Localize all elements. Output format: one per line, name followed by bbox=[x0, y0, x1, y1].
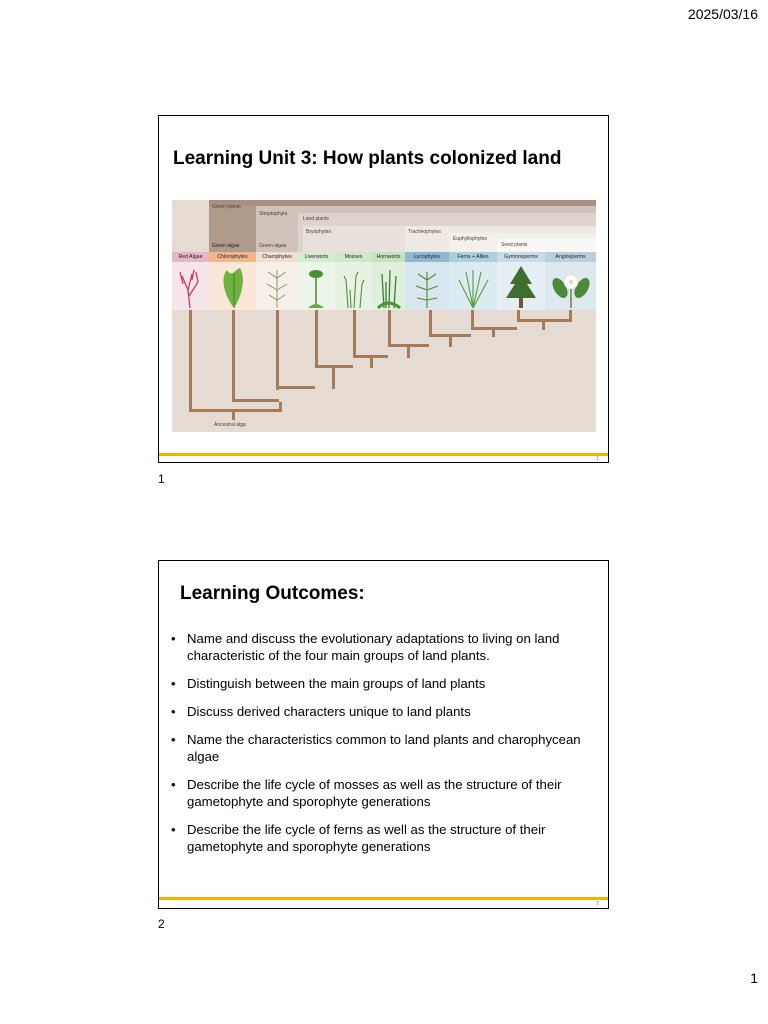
branch bbox=[388, 310, 391, 347]
chlorophyte-icon bbox=[223, 268, 242, 308]
branch bbox=[542, 322, 545, 330]
branch bbox=[569, 310, 572, 322]
hornwort-icon bbox=[378, 270, 400, 308]
angiosperm-icon bbox=[549, 275, 592, 308]
phylogeny-diagram bbox=[172, 200, 596, 432]
green-plants-label: Green plants bbox=[212, 204, 241, 210]
lycophyte-icon bbox=[416, 272, 438, 308]
root-label: Ancestral alga bbox=[214, 422, 246, 428]
plant-illustrations bbox=[172, 200, 596, 310]
branch bbox=[189, 409, 282, 412]
group-label: Angiosperms bbox=[545, 252, 596, 262]
group-label: Liverworts bbox=[298, 252, 335, 262]
branch bbox=[429, 310, 432, 337]
liverwort-icon bbox=[308, 270, 324, 308]
group-label: Gymnosperms bbox=[497, 252, 545, 262]
outcome-text: Describe the life cycle of ferns as well as the structure of their gametophyte and sporophyte generations bbox=[187, 822, 546, 854]
list-item bbox=[169, 731, 589, 765]
slide-number: 2 bbox=[158, 917, 165, 931]
outcome-text: Discuss derived characters unique to land plants bbox=[187, 704, 471, 719]
green-algae-label: Green algae bbox=[212, 243, 240, 249]
green-algae-label: Green algae bbox=[259, 243, 287, 249]
list-item bbox=[169, 821, 589, 855]
branch bbox=[276, 386, 315, 389]
slide-title: Learning Unit 3: How plants colonized land bbox=[173, 148, 562, 169]
branch bbox=[353, 310, 356, 358]
seed-plants-label: Seed plants bbox=[501, 242, 528, 248]
list-item bbox=[169, 703, 589, 720]
group-label: Charophytes bbox=[256, 252, 298, 262]
slide-number: 1 bbox=[158, 472, 165, 486]
tracheophytes-label: Tracheophytes bbox=[408, 229, 441, 235]
streptophyta-label: Streptophyta bbox=[259, 211, 288, 217]
page-number: 1 bbox=[750, 970, 758, 986]
group-label: Hornworts bbox=[372, 252, 405, 262]
outcome-text: Name and discuss the evolutionary adaptations to living on land characteristic of the four main groups of land plants. bbox=[187, 631, 560, 663]
outcome-text: Name the characteristics common to land plants and charophycean algae bbox=[187, 732, 581, 764]
branch bbox=[370, 358, 373, 368]
group-label: Red Algae bbox=[172, 252, 209, 262]
bullet-icon: • bbox=[171, 777, 176, 792]
land-plants-label: Land plants bbox=[303, 216, 329, 222]
bullet-icon: • bbox=[171, 631, 176, 646]
outcome-text: Describe the life cycle of mosses as well as the structure of their gametophyte and sporophyte generations bbox=[187, 777, 562, 809]
slide-title: Learning Outcomes: bbox=[180, 583, 365, 604]
branch bbox=[232, 399, 279, 402]
slide-footer-number: 1 bbox=[596, 456, 599, 462]
outcomes-list bbox=[169, 630, 589, 866]
branch bbox=[407, 347, 410, 358]
group-label: Chlorophytes bbox=[209, 252, 256, 262]
bullet-icon: • bbox=[171, 676, 176, 691]
branch bbox=[449, 337, 452, 347]
bullet-icon: • bbox=[171, 822, 176, 837]
bullet-icon: • bbox=[171, 704, 176, 719]
branch bbox=[315, 310, 318, 368]
page-date: 2025/03/16 bbox=[687, 6, 758, 22]
gold-rule bbox=[159, 897, 608, 900]
group-label: Ferns + Allies bbox=[449, 252, 497, 262]
slide-1 bbox=[158, 115, 609, 463]
branch bbox=[332, 368, 335, 389]
bullet-icon: • bbox=[171, 732, 176, 747]
moss-icon bbox=[344, 272, 364, 308]
group-label: Lycophytes bbox=[405, 252, 449, 262]
branch bbox=[232, 310, 235, 402]
group-label: Mosses bbox=[335, 252, 372, 262]
branch bbox=[279, 402, 282, 412]
bryophytes-label: Bryophytes bbox=[306, 229, 332, 235]
branch bbox=[232, 412, 235, 420]
charophyte-icon bbox=[267, 270, 287, 308]
branch bbox=[492, 330, 495, 337]
gold-rule bbox=[159, 453, 608, 456]
slide-2 bbox=[158, 560, 609, 909]
euphyllophytes-label: Euphyllophytes bbox=[453, 236, 487, 242]
gymnosperm-icon bbox=[506, 266, 536, 308]
list-item bbox=[169, 630, 589, 664]
outcome-text: Distinguish between the main groups of land plants bbox=[187, 676, 486, 691]
branch bbox=[276, 310, 279, 390]
list-item bbox=[169, 675, 589, 692]
fern-icon bbox=[459, 270, 488, 308]
slide-footer-number: 2 bbox=[596, 901, 599, 907]
red-alga-icon bbox=[180, 270, 198, 308]
list-item bbox=[169, 776, 589, 810]
branch bbox=[189, 310, 192, 412]
